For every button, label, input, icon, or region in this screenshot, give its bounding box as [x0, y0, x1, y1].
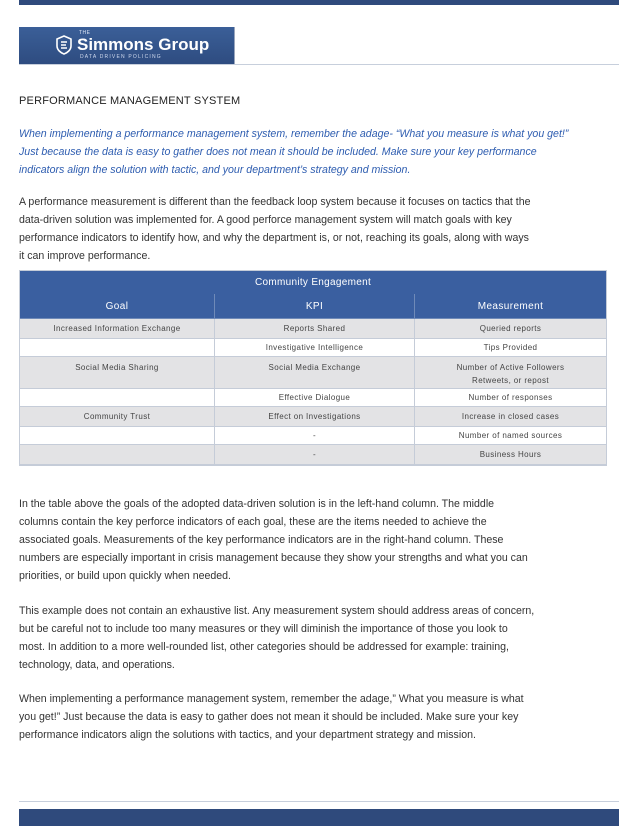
paragraph-performance-measurement: [19, 193, 619, 265]
table-row: [20, 357, 606, 389]
logo-the-text: THE: [79, 30, 91, 36]
goal-cell: Social Media Sharing: [20, 357, 215, 389]
logo-emblem-icon: [55, 35, 73, 55]
community-engagement-table: [19, 270, 607, 466]
kpi-cell: Reports Shared: [215, 319, 415, 339]
text-line: performance indicators align the solutions with tactics, and your department strategy and mission.: [19, 729, 476, 741]
goal-cell: [20, 339, 215, 357]
measurement-cell: [415, 357, 606, 389]
header-divider-vertical: [234, 27, 235, 65]
kpi-cell: Effect on Investigations: [215, 407, 415, 427]
kpi-cell: Social Media Exchange: [215, 357, 415, 389]
text-line: associated goals. Measurements of the key performance indicators are in the right-hand column. These: [19, 534, 504, 546]
goal-cell: [20, 427, 215, 445]
measurement-cell: Business Hours: [415, 445, 606, 465]
measurement-cell: Queried reports: [415, 319, 606, 339]
measurement-cell: Number of named sources: [415, 427, 606, 445]
intro-italic-paragraph: [19, 125, 619, 179]
paragraph-table-explanation: [19, 495, 619, 585]
header-divider: [19, 64, 619, 65]
simmons-group-logo: [19, 27, 234, 64]
paragraph-closing: [19, 690, 619, 744]
logo-tagline: DATA DRIVEN POLICING: [80, 54, 162, 60]
table-row: [20, 445, 606, 465]
text-line: When implementing a performance management system, remember the adage,” What you measure is what: [19, 693, 524, 705]
text-line: When implementing a performance management system, remember the adage- “What you measure is what you get!”: [19, 128, 569, 140]
text-line: A performance measurement is different than the feedback loop system because it focuses on tactics that the: [19, 196, 531, 208]
text-line: data-driven solution was implemented for. A good perforce management system will match goals with key: [19, 214, 512, 226]
kpi-cell: -: [215, 445, 415, 465]
kpi-cell: -: [215, 427, 415, 445]
measurement-cell: Increase in closed cases: [415, 407, 606, 427]
text-line: indicators align the solution with tactic, and your department’s strategy and mission.: [19, 164, 411, 176]
goal-cell: [20, 445, 215, 465]
paragraph-exhaustive-list: [19, 602, 619, 674]
table-header-row: [20, 294, 606, 319]
text-line: numbers are especially important in crisis management because they show your strengths and what you can: [19, 552, 528, 564]
measurement-cell: Tips Provided: [415, 339, 606, 357]
kpi-cell: Investigative Intelligence: [215, 339, 415, 357]
kpi-cell: Effective Dialogue: [215, 389, 415, 407]
table-row: [20, 319, 606, 339]
text-line: technology, data, and operations.: [19, 659, 175, 671]
column-header-kpi: KPI: [215, 294, 415, 319]
column-header-goal: Goal: [20, 294, 215, 319]
goal-cell: Community Trust: [20, 407, 215, 427]
table-row: [20, 339, 606, 357]
text-line: it can improve performance.: [19, 250, 151, 262]
column-header-measurement: Measurement: [415, 294, 606, 319]
text-line: but be careful not to include too many measures or they will diminish the importance of those you look to: [19, 623, 508, 635]
measurement-cell: Number of responses: [415, 389, 606, 407]
section-title: PERFORMANCE MANAGEMENT SYSTEM: [19, 95, 241, 107]
top-brand-bar: [19, 0, 619, 5]
text-line: This example does not contain an exhaustive list. Any measurement system should address areas of concern,: [19, 605, 535, 617]
measurement-line: Retweets, or repost: [472, 376, 549, 385]
text-line: most. In addition to a more well-rounded list, other categories should be addressed for example: training,: [19, 641, 509, 653]
goal-cell: Increased Information Exchange: [20, 319, 215, 339]
text-line: columns contain the key perforce indicators of each goal, these are the items needed to achieve the: [19, 516, 487, 528]
table-title: Community Engagement: [20, 271, 606, 294]
table-row: [20, 427, 606, 445]
measurement-line: Number of Active Followers: [456, 363, 565, 372]
text-line: In the table above the goals of the adopted data-driven solution is in the left-hand column. The middle: [19, 498, 495, 510]
logo-company-name: Simmons Group: [77, 35, 210, 54]
text-line: performance indicators to identify how, and why the department is, or not, reaching its goals, along with ways: [19, 232, 529, 244]
footer-divider: [19, 801, 619, 802]
bottom-brand-bar: [19, 809, 619, 826]
table-row: [20, 389, 606, 407]
text-line: you get!” Just because the data is easy to gather does not mean it should be included. Make sure your key: [19, 711, 519, 723]
goal-cell: [20, 389, 215, 407]
text-line: priorities, or build upon quickly when needed.: [19, 570, 232, 582]
table-row: [20, 407, 606, 427]
text-line: Just because the data is easy to gather does not mean it should be included. Make sure your key performance: [19, 146, 537, 158]
